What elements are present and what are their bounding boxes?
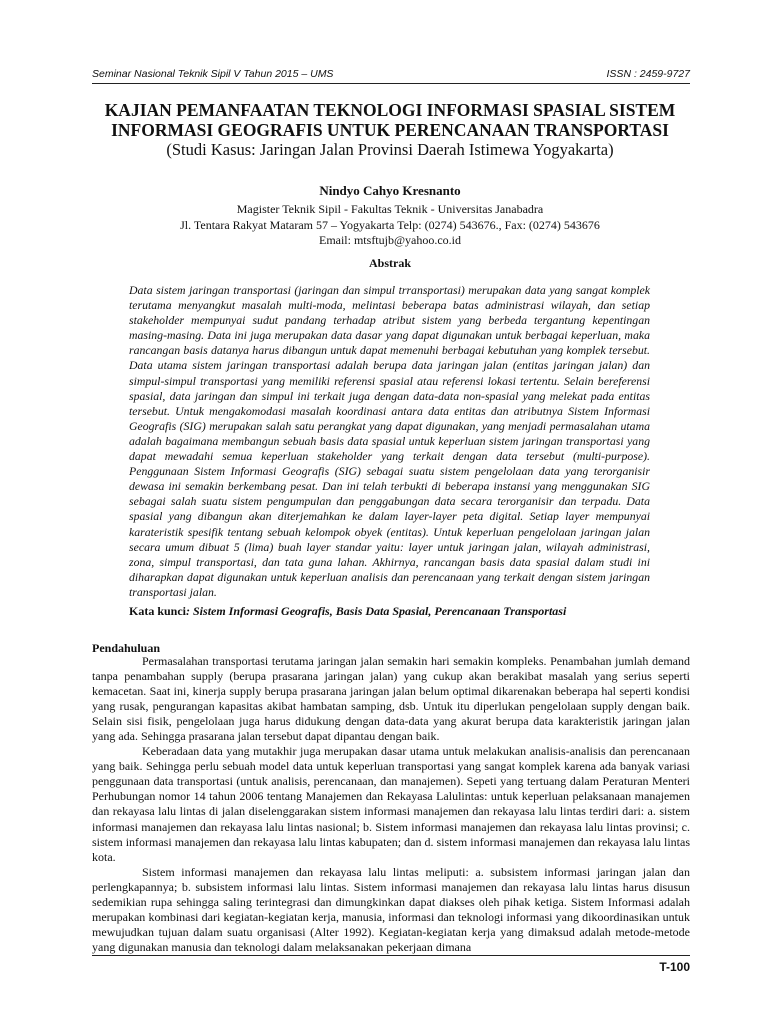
author-address: Jl. Tentara Rakyat Mataram 57 – Yogyakarta Telp: (0274) 543676., Fax: (0274) 543676	[180, 217, 600, 232]
introduction-body	[92, 654, 690, 955]
keywords-label: Kata kunci	[129, 604, 187, 618]
author-email: Email: mtsftujb@yahoo.co.id	[318, 233, 462, 247]
body-paragraph: Permasalahan transportasi terutama jaringan jalan semakin hari semakin kompleks. Penambahan jumlah demand tanpa penambahan supply (berupa prasarana jaringan jalan) yang cukup akan berakibat masalah yang serius seperti kemacetan. Saat ini, kinerja supply berupa prasarana jaringan jalan belum optimal dikarenakan beberapa hal seperti kondisi yang rusak, pengurangan kapasitas akibat hambatan samping, dsb. Untuk itu diperlukan pengelolaan supply dengan baik. Selain sisi fisik, pengelolaan juga harus didukung dengan data-data yang akurat berupa data karakteristik jaringan jalan yang ada. Sehingga prasarana jalan tersebut dapat dipantau dengan baik.	[92, 654, 690, 744]
abstract-heading: Abstrak	[368, 256, 411, 270]
author-block	[80, 182, 700, 249]
keywords-text: : Sistem Informasi Geografis, Basis Data Spasial, Perencanaan Transportasi	[186, 604, 567, 618]
running-header	[92, 68, 690, 84]
keywords	[129, 604, 650, 619]
body-paragraph: Keberadaan data yang mutakhir juga merupakan dasar utama untuk melakukan analisis-analisis dan perencanaan yang baik. Sehingga perlu sebuah model data untuk keperluan transportasi yang sangat komplek karena ada banyak variasi penggunaan data transportasi (untuk analisis, perencanaan, dan manajemen). Sepeti yang tertuang dalam Peraturan Menteri Perhubungan nomor 14 tahun 2006 tentang Manajemen dan Rekayasa Lalulintas: untuk keperluan pelaksanaan manajemen dan rekayasa lalu lintas di jalan diselenggarakan sistem informasi manajemen dan rekayasa lalu lintas terdiri dari: a. sistem informasi manajemen dan rekayasa lalu lintas nasional; b. Sistem informasi manajemen dan rekayasa lalu lintas provinsi; c. sistem informasi manajemen dan rekayasa lalu lintas kabupaten; dan d. sistem informasi manajemen dan rekayasa lalu lintas kota.	[92, 744, 690, 864]
footer-rule	[92, 955, 690, 956]
conference-name: Seminar Nasional Teknik Sipil V Tahun 2015 – UMS	[92, 68, 334, 80]
title-block	[80, 100, 700, 160]
paper-title-line-2: INFORMASI GEOGRAFIS UNTUK PERENCANAAN TRANSPORTASI	[111, 120, 669, 140]
paper-subtitle: (Studi Kasus: Jaringan Jalan Provinsi Daerah Istimewa Yogyakarta)	[166, 140, 614, 159]
abstract-text: Data sistem jaringan transportasi (jaringan dan simpul trransportasi) merupakan data yang sangat komplek terutama menyangkut masalah multi-moda, melintasi beberapa batas administrasi wilayah, dan setiap stakeholder mempunyai sudut pandang terhadap atribut sistem yang berbeda tergantung kepentingan masing-masing. Data ini juga merupakan data dasar yang dapat digunakan untuk berbagai keperluan, maka rancangan basis datanya harus dibangun untuk dapat memenuhi berbagai kebutuhan yang komplek tersebut. Data utama sistem jaringan transportasi adalah berupa data jaringan jalan (entitas jaringan jalan) dan simpul-simpul transportasi yang memiliki referensi spasial atau referensi lokasi tertentu. Selain bereferensi spasial, data jaringan dan simpul ini terkait juga dengan data-data non-spasial yang melekat pada entitas tersebut. Untuk mengakomodasi masalah koordinasi antara data entitas dan atributnya Sistem Informasi Geografis (SIG) merupakan salah satu perangkat yang dapat digunakan, yang menjadi permasalahan utama adalah bagaimana membangun sebuah basis data spasial untuk keperluan sistem jaringan transportasi yang dapat mewadahi semua keperluan stakeholder yang terkait dengan data tersebut (multi-purpose). Penggunaan Sistem Informasi Geografis (SIG) sebagai suatu sistem pengelolaan data yang terorganisir dewasa ini semakin berkembang pesat. Dan ini telah terbukti di beberapa instansi yang menggunakan SIG sebagai salah suatu sistem pengumpulan dan penggabungan data secara terorganisir dan terpadu. Data spasial yang dibangun akan diterjemahkan ke dalam layer-layer peta digital. Setiap layer mempunyai karateristik spesifik tentang sebuah kelompok obyek (entitas). Untuk keperluan pengelolaan jaringan jalan secara umum dibuat 5 (lima) buah layer standar yaitu: layer untuk jaringan jalan, wilayah administrasi, zona, simpul transportasi, dan tata guna lahan. Akhirnya, rancangan basis data spasial dalam studi ini diharapkan dapat digunakan untuk keperluan analisis dan perencanaan yang terkait dengan sistem jaringan transportasi jalan.	[129, 283, 650, 599]
paper-title-line-1: KAJIAN PEMANFAATAN TEKNOLOGI INFORMASI SPASIAL SISTEM	[104, 100, 676, 120]
author-name: Nindyo Cahyo Kresnanto	[319, 183, 461, 198]
section-heading-introduction: Pendahuluan	[92, 641, 161, 655]
issn: ISSN : 2459-9727	[606, 68, 690, 80]
author-affiliation: Magister Teknik Sipil - Fakultas Teknik - Universitas Janabadra	[236, 202, 544, 216]
body-paragraph: Sistem informasi manajemen dan rekayasa lalu lintas meliputi: a. subsistem informasi jaringan jalan dan perlengkapannya; b. subsistem informasi lalu lintas. Sistem informasi manajemen dan rekayasa lalu lintas harus disusun sedemikian rupa sehingga saling terintegrasi dan dimungkinkan dapat diakses oleh pihak ketiga. Sistem Informasi adalah merupakan kombinasi dari kegiatan-kegiatan kerja, manusia, informasi dan teknologi informasi yang dikoordinasikan untuk mewujudkan tujuan dalam suatu organisasi (Alter 1992). Kegiatan-kegiatan kerja yang dimaksud adalah metode-metode yang digunakan manusia dan teknologi dalam melaksanakan pekerjaan dimana	[92, 864, 690, 954]
page-number: T-100	[659, 960, 690, 974]
